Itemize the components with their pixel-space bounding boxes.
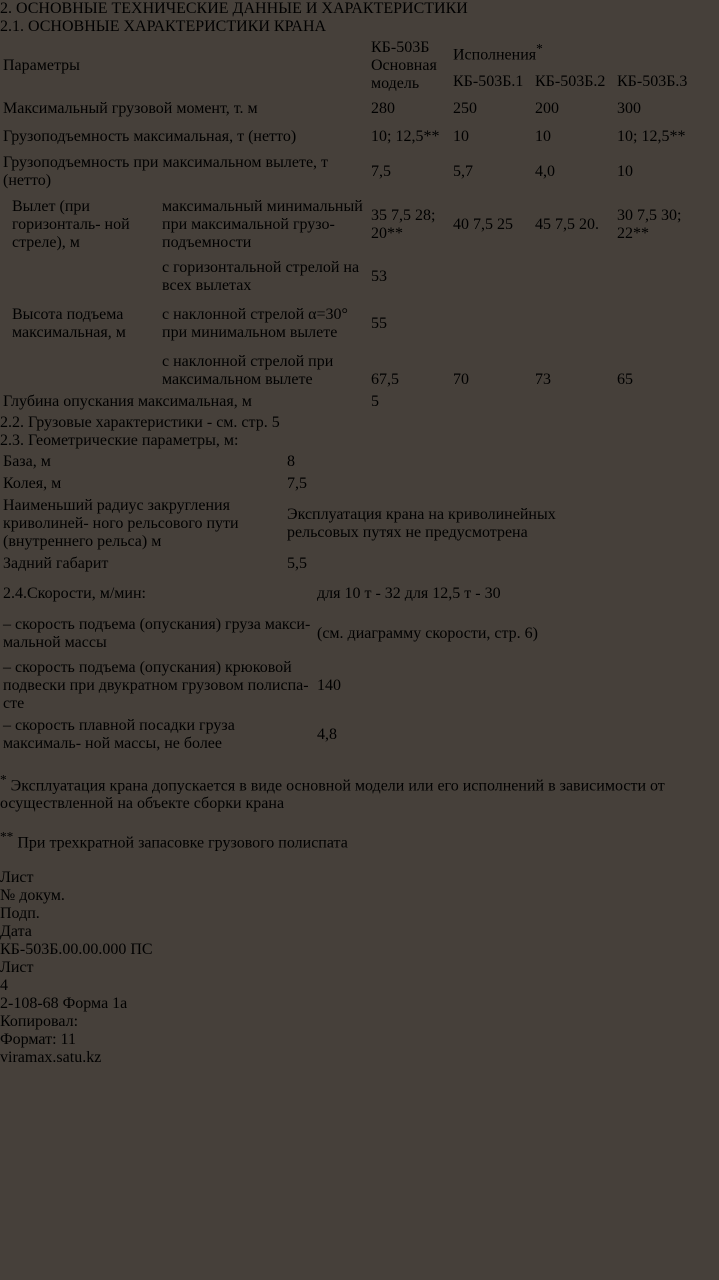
title-block bbox=[0, 869, 719, 995]
param-value: 10 bbox=[617, 163, 633, 180]
section-2-title: 2. ОСНОВНЫЕ ТЕХНИЧЕСКИЕ ДАННЫЕ И ХАРАКТЕРИСТИКИ bbox=[0, 0, 468, 17]
param-value: 7,5 bbox=[371, 163, 391, 180]
executions-label: Исполнения bbox=[453, 46, 537, 64]
param-sublabel: с наклонной стрелой при максимальном вылете bbox=[162, 353, 334, 388]
speed-item-value: (см. диаграмму скорости, стр. 6) bbox=[317, 625, 539, 642]
section-2-1-title: 2.1. ОСНОВНЫЕ ХАРАКТЕРИСТИКИ КРАНА bbox=[0, 18, 327, 35]
footnote-1-mark: * bbox=[0, 772, 7, 787]
speeds-heading-value: для 10 т - 32 для 12,5 т - 30 bbox=[317, 585, 501, 602]
param-value: 10; 12,5** bbox=[371, 128, 440, 145]
param-label-reach: Вылет (при горизонталь- ной стреле), м bbox=[12, 198, 130, 251]
param-value: 35 7,5 28; 20** bbox=[371, 207, 436, 242]
section-2-2-text: 2.2. Грузовые характеристики - см. стр. bbox=[0, 414, 268, 431]
executions-footnote-mark: * bbox=[536, 41, 543, 57]
revision-col-header: Дата bbox=[0, 922, 32, 940]
param-label: Глубина опускания максимальная, м bbox=[3, 393, 252, 410]
param-value: 45 7,5 20. bbox=[535, 216, 599, 233]
geo-value: Эксплуатация крана на криволинейных рельсовых путях не предусмотрена bbox=[287, 506, 556, 541]
header-params: Параметры bbox=[3, 57, 80, 74]
speeds-title: Скорости, м/мин: bbox=[27, 585, 146, 602]
geo-value: 7,5 bbox=[287, 475, 307, 492]
header-variant-1: КБ-503Б.1 bbox=[453, 73, 524, 91]
param-value: 65 bbox=[617, 371, 633, 388]
main-characteristics-table bbox=[0, 36, 698, 414]
revision-col-header: № докум. bbox=[0, 886, 65, 904]
param-value: 280 bbox=[371, 100, 395, 117]
sheet-label: Лист bbox=[0, 958, 34, 976]
param-value: 30 7,5 30; 22** bbox=[617, 207, 682, 242]
param-sublabel: с горизонтальной стрелой на всех вылетах bbox=[162, 259, 360, 294]
header-base-model: КБ-503Б Основная модель bbox=[371, 39, 437, 92]
param-value: 73 bbox=[535, 371, 551, 388]
speeds-heading bbox=[2, 578, 314, 610]
param-value-span: 5 bbox=[371, 393, 379, 410]
wood-floor-background bbox=[0, 0, 200, 58]
footnote-1-text: Эксплуатация крана допускается в виде основной модели или его исполнений в зависимости от осуществленной на объекте сборки крана bbox=[0, 777, 665, 813]
format-label: Формат: 11 bbox=[0, 1030, 76, 1048]
speed-item-label: – скорость подъема (опускания) груза макси- мальной массы bbox=[3, 616, 311, 651]
speed-item-label: – скорость плавной посадки груза максималь- ной массы, не более bbox=[3, 717, 235, 752]
geo-value: 8 bbox=[287, 453, 295, 470]
param-label: Грузоподъемность при максимальном вылете, т (нетто) bbox=[3, 154, 329, 189]
header-variant-2: КБ-503Б.2 bbox=[535, 73, 606, 91]
param-value: 10 bbox=[453, 128, 469, 145]
sheet-box bbox=[0, 959, 719, 995]
param-label-height: Высота подъема максимальная, м bbox=[12, 306, 126, 341]
param-value: 200 bbox=[535, 100, 559, 117]
param-value-span: 55 bbox=[371, 315, 387, 332]
param-value: 70 bbox=[453, 371, 469, 388]
speeds-table bbox=[0, 576, 648, 756]
geo-label: Наименьший радиус закругления криволиней- ного рельсового пути (внутреннего рельса) м bbox=[3, 497, 239, 550]
param-value: 10 bbox=[535, 128, 551, 145]
geometric-parameters-table bbox=[0, 450, 618, 576]
geo-label: Задний габарит bbox=[3, 555, 109, 572]
sheet-number: 4 bbox=[0, 976, 8, 994]
speeds-number: 2.4. bbox=[3, 585, 27, 602]
revision-col-header: Подп. bbox=[0, 904, 40, 922]
param-value-span: 53 bbox=[371, 268, 387, 285]
geo-label: Колея, м bbox=[3, 475, 62, 492]
copied-label: Копировал: bbox=[0, 1012, 79, 1030]
header-executions bbox=[452, 38, 696, 68]
param-value: 300 bbox=[617, 100, 641, 117]
footnote-2-text: При трехкратной запасовке грузового полиспата bbox=[13, 834, 348, 852]
revision-col-header: Лист bbox=[0, 868, 34, 886]
footnote-1 bbox=[0, 772, 719, 813]
param-sublabels-reach: максимальный минимальный при максимальной грузо- подъемности bbox=[162, 198, 363, 251]
geo-value: 5,5 bbox=[287, 555, 307, 572]
footnotes bbox=[0, 772, 719, 853]
footnote-2-mark: ** bbox=[0, 829, 14, 845]
document-number: КБ-503Б.00.00.000 ПС bbox=[0, 940, 153, 958]
param-value: 4,0 bbox=[535, 163, 555, 180]
param-value: 67,5 bbox=[371, 371, 399, 388]
revision-table bbox=[0, 869, 719, 941]
form-note: 2-108-68 Форма 1а bbox=[0, 994, 128, 1012]
speed-item-value: 4,8 bbox=[317, 726, 337, 743]
speed-item-label: – скорость подъема (опускания) крюковой подвески при двукратном грузовом полиспа- сте bbox=[3, 659, 309, 712]
header-variant-3: КБ-503Б.3 bbox=[617, 73, 688, 91]
watermark: viramax.satu.kz bbox=[0, 1048, 102, 1066]
section-2-3-line: 2.3. Геометрические параметры, м: bbox=[0, 432, 239, 449]
param-sublabel: с наклонной стрелой α=30° при минимальном вылете bbox=[162, 306, 348, 341]
param-value: 5,7 bbox=[453, 163, 473, 180]
geo-label: База, м bbox=[3, 453, 51, 470]
param-value: 40 7,5 25 bbox=[453, 216, 513, 233]
param-value: 250 bbox=[453, 100, 477, 117]
handwritten-page-ref: 5 bbox=[271, 414, 280, 431]
param-label: Максимальный грузовой момент, т. м bbox=[3, 100, 258, 117]
speed-item-value: 140 bbox=[317, 677, 341, 694]
section-2-2-line bbox=[0, 414, 719, 432]
param-label: Грузоподъемность максимальная, т (нетто) bbox=[3, 128, 297, 145]
param-value: 10; 12,5** bbox=[617, 128, 686, 145]
footnote-2 bbox=[0, 829, 719, 852]
